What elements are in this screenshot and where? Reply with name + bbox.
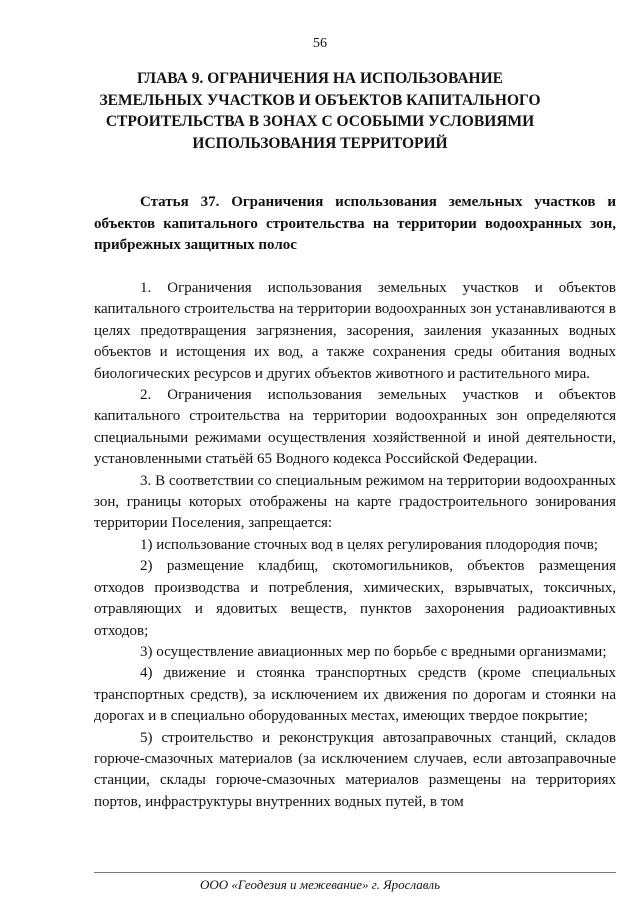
article-body [94, 278, 616, 813]
chapter-title: ГЛАВА 9. ОГРАНИЧЕНИЯ НА ИСПОЛЬЗОВАНИЕ ЗЕМЕЛЬНЫХ УЧАСТКОВ И ОБЪЕКТОВ КАПИТАЛЬНОГО СТРОИТЕЛЬСТВА В ЗОНАХ С ОСОБЫМИ УСЛОВИЯМИ ИСПОЛЬЗОВАНИЯ ТЕРРИТОРИЙ [99, 70, 541, 152]
list-item-4: 4) движение и стоянка транспортных средств (кроме специальных транспортных средств), за исключением их движения по дорогам и стоянки на дорогах и в специально оборудованных местах, имеющих твердое покрытие; [94, 665, 616, 725]
page-number: 56 [313, 36, 327, 51]
list-item-5: 5) строительство и реконструкция автозаправочных станций, складов горюче-смазочных материалов (за исключением случаев, если автозаправочные станции, склады горюче-смазочных материалов размещены на территориях портов, инфраструктуры внутренних водных путей, в том [94, 729, 616, 810]
list-item-1: 1) использование сточных вод в целях регулирования плодородия почв; [140, 536, 598, 553]
paragraph-1: 1. Ограничения использования земельных участков и объектов капитального строительства на территории водоохранных зон устанавливаются в целях предотвращения загрязнения, засорения, заиления указанных водных объектов и истощения их вод, а также сохранения среды обитания водных биологических ресурсов и других объектов животного и растительного мира. [94, 280, 616, 382]
list-item-2: 2) размещение кладбищ, скотомогильников, объектов размещения отходов производства и потребления, химических, взрывчатых, токсичных, отравляющих и ядовитых веществ, пунктов захоронения радиоактивных отходов; [94, 558, 616, 639]
article-title: Статья 37. Ограничения использования земельных участков и объектов капитального строительства на территории водоохранных зон, прибрежных защитных полос [94, 194, 616, 253]
paragraph-2: 2. Ограничения использования земельных участков и объектов капитального строительства на территории водоохранных зон определяются специальными режимами осуществления хозяйственной и иной деятельности, установленными статьёй 65 Водного кодекса Российской Федерации. [94, 387, 616, 468]
list-item-3: 3) осуществление авиационных мер по борьбе с вредными организмами; [140, 643, 607, 660]
footer-divider [94, 872, 616, 873]
page-footer: ООО «Геодезия и межевание» г. Ярославль [199, 877, 441, 892]
paragraph-3: 3. В соответствии со специальным режимом на территории водоохранных зон, границы которых отображены на карте градостроительного зонирования территории Поселения, запрещается: [94, 472, 616, 532]
